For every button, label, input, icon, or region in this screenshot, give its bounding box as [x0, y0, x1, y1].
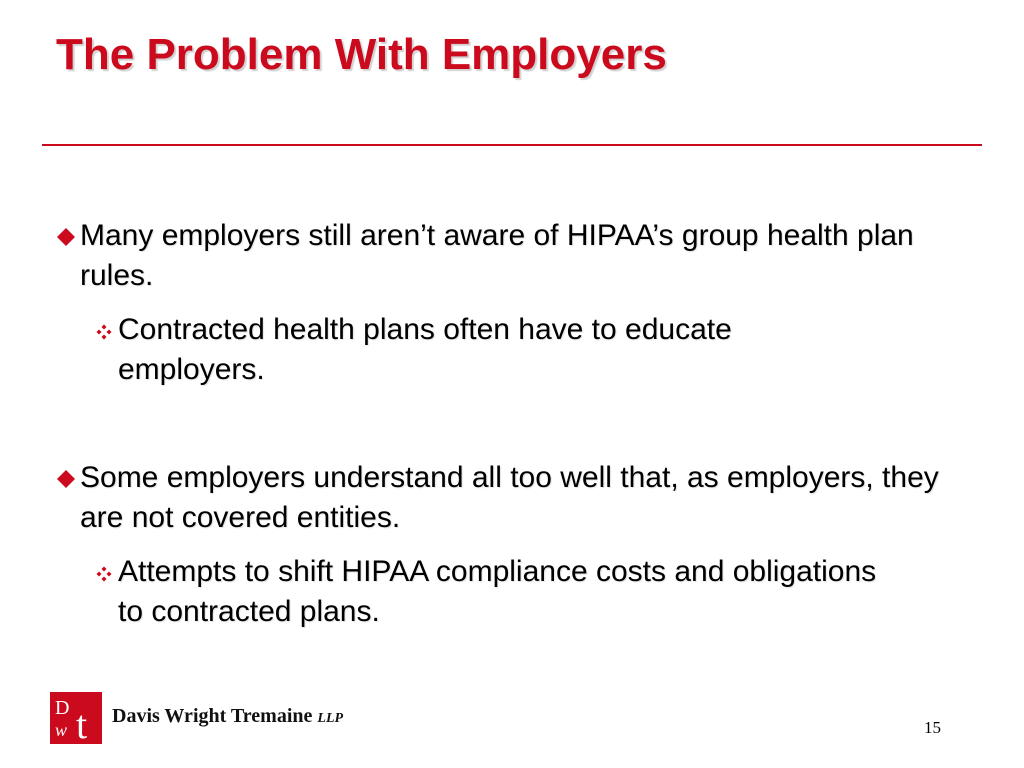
sub-bullet-item — [118, 552, 878, 632]
slide-title: The Problem With Employers — [56, 30, 667, 79]
bullet-item — [80, 458, 970, 538]
sub-bullet-text: Attempts to shift HIPAA compliance costs and obligations to contracted plans. — [118, 555, 877, 628]
svg-text:w: w — [55, 720, 68, 740]
title-divider — [42, 144, 982, 146]
bullet-item — [80, 216, 970, 296]
firm-suffix: LLP — [317, 711, 344, 726]
bullet-text: Some employers understand all too well that, as employers, they are not covered entities. — [80, 461, 939, 534]
four-diamond-bullet-icon — [96, 324, 112, 340]
diamond-bullet-icon — [56, 227, 76, 247]
page-number: 15 — [924, 718, 941, 737]
svg-text:t: t — [76, 702, 88, 744]
sub-bullet-text: Contracted health plans often have to educate employers. — [118, 313, 732, 386]
firm-name-text: Davis Wright Tremaine — [112, 705, 313, 727]
bullet-text: Many employers still aren’t aware of HIPAA’s group health plan rules. — [80, 219, 914, 292]
firm-name — [112, 705, 343, 728]
four-diamond-bullet-icon — [96, 566, 112, 582]
diamond-bullet-icon — [56, 469, 76, 489]
firm-logo — [50, 692, 102, 744]
sub-bullet-item — [118, 310, 878, 390]
svg-text:D: D — [55, 697, 70, 719]
